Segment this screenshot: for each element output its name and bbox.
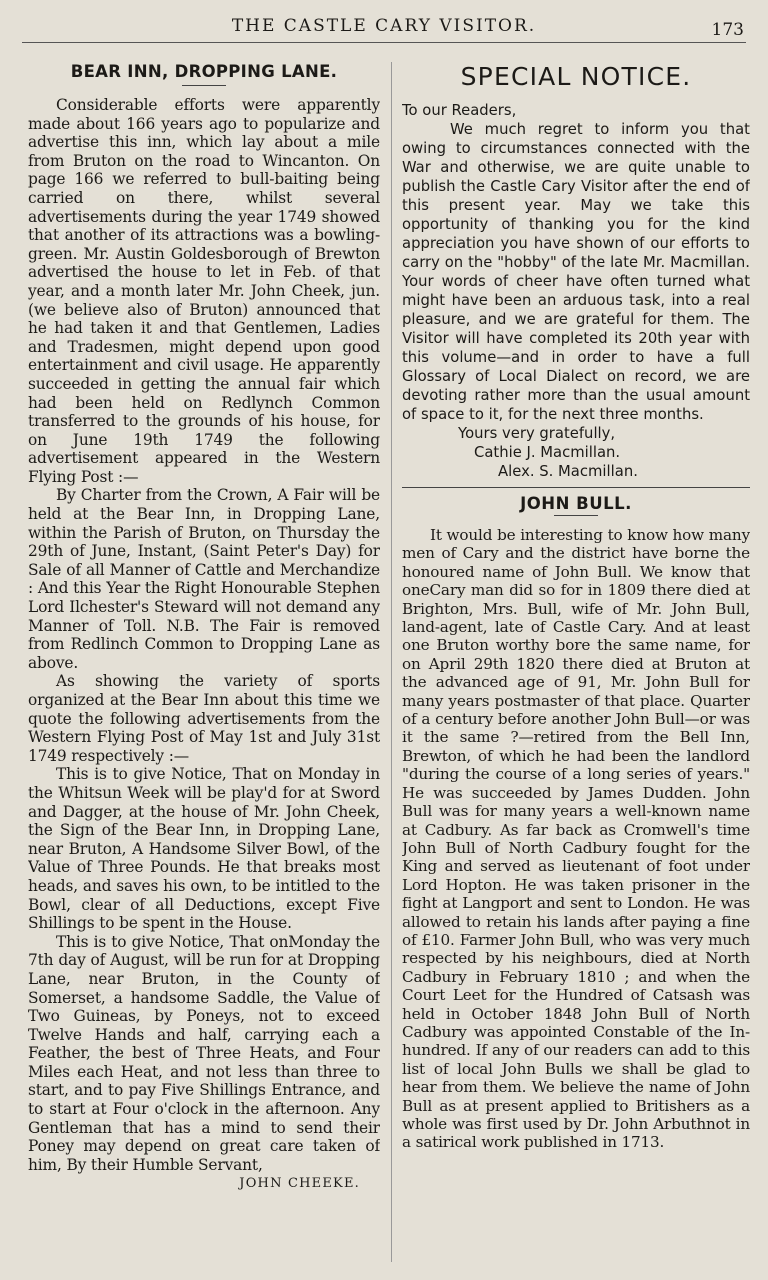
notice-salutation: To our Readers, xyxy=(402,102,517,119)
signature-john-cheeke: JOHN CHEEKE. xyxy=(239,1176,360,1192)
running-head xyxy=(0,14,768,44)
section-rule xyxy=(402,487,750,488)
article-paragraph: Considerable efforts were apparently made about 166 years ago to popularize and advertise this inn, which lay about a mile from Bruton on the road to Wincanton. On page 166 we referred to bull-baiting being carried on there, whilst several advertisements during the year 1749 showed that another of its attractions was a bowling-green. Mr. Austin Goldesborough of Brewton advertised the house to let in Feb. of that year, and a month later Mr. John Cheek, jun. (we believe also of Bruton) announced that he had taken it and that Gentlemen, Ladies and Tradesmen, might depend upon good entertainment and civil usage. He apparently succeeded in getting the annual fair which had been held on Redlynch Common transferred to the grounds of his house, for on June 19th 1749 the following advertisement appeared in the Western Flying Post :— xyxy=(28,96,380,486)
notice-closing: Yours very gratefully, xyxy=(458,425,616,442)
left-column xyxy=(28,52,380,1274)
article-paragraph: By Charter from the Crown, A Fair will be held at the Bear Inn, in Dropping Lane, within the Parish of Bruton, on Thursday the 29th of June, Instant, (Saint Peter's Day) for Sale of all Manner of Cattle and Merchandize : And this Year the Right Honourable Stephen Lord Ilchester's Steward will not demand any Manner of Toll. N.B. The Fair is removed from Redlinch Common to Dropping Lane as above. xyxy=(28,486,380,672)
bear-inn-article-body xyxy=(28,96,380,1174)
notice-text: We much regret to inform you that owing to circumstances connected with the War and otherwise, we are quite unable to publish the Castle Cary Visitor after the end of this present year. May we take this opportunity of thanking you for the kind appreciation you have shown of our efforts to carry on the "hobby" of the late Mr. Macmillan. Your words of cheer have often turned what might have been an arduous task, into a real pleasure, and we are grateful for them. The Visitor will have completed its 20th year with this volume—and in order to have a full Glossary of Local Dialect on record, we are devoting rather more than the usual amount of space to it, for the next three months. xyxy=(402,121,750,423)
john-bull-article-body xyxy=(402,526,750,1152)
article-paragraph: This is to give Notice, That on Monday in the Whitsun Week will be play'd for at Sword and Dagger, at the house of Mr. John Cheek, the Sign of the Bear Inn, in Dropping Lane, near Bruton, A Handsome Silver Bowl, of the Value of Three Pounds. He that breaks most heads, and saves his own, to be intitled to the Bowl, clear of all Deductions, except Five Shillings to be spent in the House. xyxy=(28,765,380,933)
notice-signer-1: Cathie J. Macmillan. xyxy=(474,444,621,461)
page-number: 173 xyxy=(711,20,744,40)
publication-title: THE CASTLE CARY VISITOR. xyxy=(231,16,537,36)
article-paragraph: This is to give Notice, That onMonday the 7th day of August, will be run for at Dropping Lane, near Bruton, in the County of Somerset, a handsome Saddle, the Value of Two Guineas, by Poneys, not to exceed Twelve Hands and half, carrying each a Feather, the best of Three Heats, and Four Miles each Heat, and not less than three to start, and to pay Five Shillings Entrance, and to start at Four o'clock in the afternoon. Any Gentleman that has a mind to send their Poney may depend on great care taken of him, By their Humble Servant, xyxy=(28,932,380,1174)
article-paragraph: As showing the variety of sports organized at the Bear Inn about this time we quote the following advertisements from the Western Flying Post of May 1st and July 31st 1749 respectively :— xyxy=(28,672,380,765)
article-paragraph: It would be interesting to know how many men of Cary and the district have borne the honoured name of John Bull. We know that oneCary man did so for in 1809 there died at Brighton, Mrs. Bull, wife of Mr. John Bull, land-agent, late of Castle Cary. And at least one Bruton worthy bore the same name, for on April 29th 1820 there died at Bruton at the advanced age of 91, Mr. John Bull for many years postmaster of that place. Quarter of a century before another John Bull—or was it the same ?—retired from the Bell Inn, Brewton, of which he had been the landlord "during the course of a long series of years." He was succeeded by James Dudden. John Bull was for many years a well-known name at Cadbury. As far back as Cromwell's time John Bull of North Cadbury fought for the King and served as lieutenant of foot under Lord Hopton. He was taken prisoner in the fight at Langport and sent to London. He was allowed to retain his lands after paying a fine of £10. Farmer John Bull, who was very much respected by his neighbours, died at North Cadbury in February 1810 ; and when the Court Leet for the Hundred of Catsash was held in October 1848 John Bull of North Cadbury was appointed Constable of the In-hundred. If any of our readers can add to this list of local John Bulls we shall be glad to hear from them. We believe the name of John Bull as at present applied to Britishers as a whole was first used by Dr. John Arbuthnot in a satirical work published in 1713. xyxy=(402,526,750,1152)
special-notice-title: SPECIAL NOTICE. xyxy=(460,62,692,91)
heading-rule xyxy=(554,515,598,516)
header-rule xyxy=(22,42,746,43)
notice-signer-2: Alex. S. Macmillan. xyxy=(498,463,638,480)
article-heading-john-bull: JOHN BULL. xyxy=(520,494,632,513)
heading-rule xyxy=(182,85,226,86)
right-column xyxy=(402,52,750,1274)
column-divider xyxy=(391,62,392,1262)
article-heading-bear-inn: BEAR INN, DROPPING LANE. xyxy=(70,62,338,81)
special-notice-body xyxy=(402,101,750,481)
